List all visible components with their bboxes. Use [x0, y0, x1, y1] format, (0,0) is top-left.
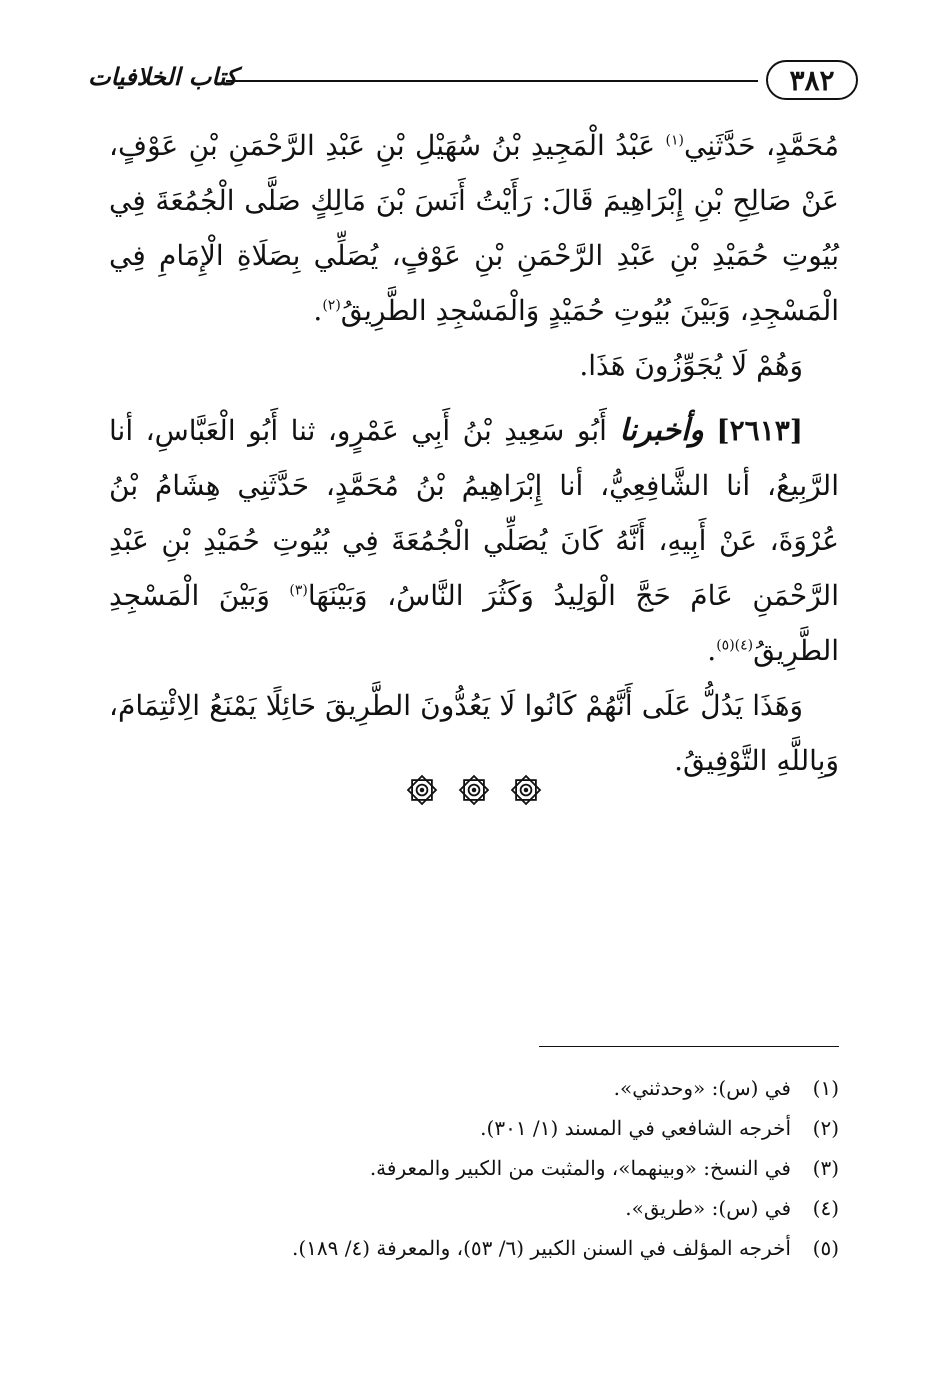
footnote — [109, 1188, 839, 1228]
main-text — [109, 118, 839, 788]
footnote — [109, 1228, 839, 1268]
footnotes — [109, 1068, 839, 1268]
paragraph-hadith-2613 — [109, 403, 839, 678]
footnote-number: (٤) — [812, 1196, 839, 1220]
footnote-ref: (١) — [665, 132, 684, 149]
octagram-rosette-icon — [508, 772, 544, 808]
text-segment: مُحَمَّدٍ، حَدَّثَنِي — [683, 129, 840, 162]
footnote-number: (٢) — [812, 1116, 839, 1140]
footnote-number: (٥) — [812, 1236, 839, 1260]
footnote — [109, 1068, 839, 1108]
footnote-separator — [539, 1046, 839, 1047]
octagram-rosette-icon — [404, 772, 440, 808]
footnote-number: (٣) — [812, 1156, 839, 1180]
akhbarana-heading: وأخبرنا — [619, 413, 704, 448]
octagram-rosette-icon — [456, 772, 492, 808]
text-segment: . — [707, 634, 717, 667]
footnote-text: أخرجه المؤلف في السنن الكبير (٦/ ٥٣)، والمعرفة (٤/ ١٨٩). — [292, 1236, 791, 1260]
footnote-text: في (س): «وحدثني». — [613, 1076, 791, 1100]
footnote-ref: (٤)(٥) — [716, 637, 754, 654]
text-segment: أَبُو سَعِيدِ بْنُ أَبِي عَمْرٍو، ثنا أَبُو الْعَبَّاسِ، أنا الرَّبِيعُ، أنا الشَّافِعِيُّ، أنا إِبْرَاهِيمُ بْنُ مُحَمَّدٍ، حَدَّثَنِي هِشَامُ بْنُ عُرْوَةَ، عَنْ أَبِيهِ، أَنَّهُ كَانَ يُصَلِّي الْجُمُعَةَ فِي بُيُوتِ حُمَيْدِ بْنِ عَبْدِ الرَّحْمَنِ عَامَ حَجَّ الْوَلِيدُ وَكَثُرَ النَّاسُ، وَبَيْنَهَا — [109, 414, 839, 612]
footnote-ref: (٢) — [322, 297, 341, 314]
page-number: ٣٨٢ — [766, 60, 858, 100]
footnote-text: أخرجه الشافعي في المسند (١/ ٣٠١). — [480, 1116, 791, 1140]
text-segment: عَبْدُ الْمَجِيدِ بْنُ سُهَيْلِ بْنِ عَبْدِ الرَّحْمَنِ بْنِ عَوْفٍ، عَنْ صَالِحِ بْنِ إِبْرَاهِيمَ قَالَ: رَأَيْتُ أَنَسَ بْنَ مَالِكٍ صَلَّى الْجُمُعَةَ فِي بُيُوتِ حُمَيْدِ بْنِ عَبْدِ الرَّحْمَنِ بْنِ عَوْفٍ، يُصَلِّي بِصَلَاةِ الْإِمَامِ فِي الْمَسْجِدِ، وَبَيْنَ بُيُوتِ حُمَيْدٍ وَالْمَسْجِدِ الطَّرِيقُ — [109, 129, 839, 327]
footnote-text: في (س): «طريق». — [625, 1196, 791, 1220]
paragraph-conclusion: وَهَذَا يَدُلُّ عَلَى أَنَّهُمْ كَانُوا لَا يَعُدُّونَ الطَّرِيقَ حَائِلًا يَمْنَعُ الِائْتِمَامَ، وَبِاللَّهِ التَّوْفِيقُ. — [109, 689, 839, 777]
footnote-number: (١) — [812, 1076, 839, 1100]
footnote — [109, 1108, 839, 1148]
footnote — [109, 1148, 839, 1188]
section-end-ornament — [0, 772, 947, 808]
paragraph-comment: وَهُمْ لَا يُجَوِّزُونَ هَذَا. — [579, 349, 803, 382]
text-segment: . — [313, 294, 323, 327]
page-header — [88, 58, 858, 102]
running-book-title: كتاب الخلافيات — [88, 62, 238, 91]
text-segment: وَبَيْنَ الْمَسْجِدِ الطَّرِيقُ — [109, 579, 839, 667]
paragraph-isnad-continuation — [109, 118, 839, 338]
header-rule — [226, 80, 758, 82]
footnote-ref: (٣) — [289, 582, 308, 599]
footnote-text: في النسخ: «وبينهما»، والمثبت من الكبير والمعرفة. — [369, 1156, 791, 1180]
hadith-number: [٢٦١٣] — [716, 414, 804, 447]
